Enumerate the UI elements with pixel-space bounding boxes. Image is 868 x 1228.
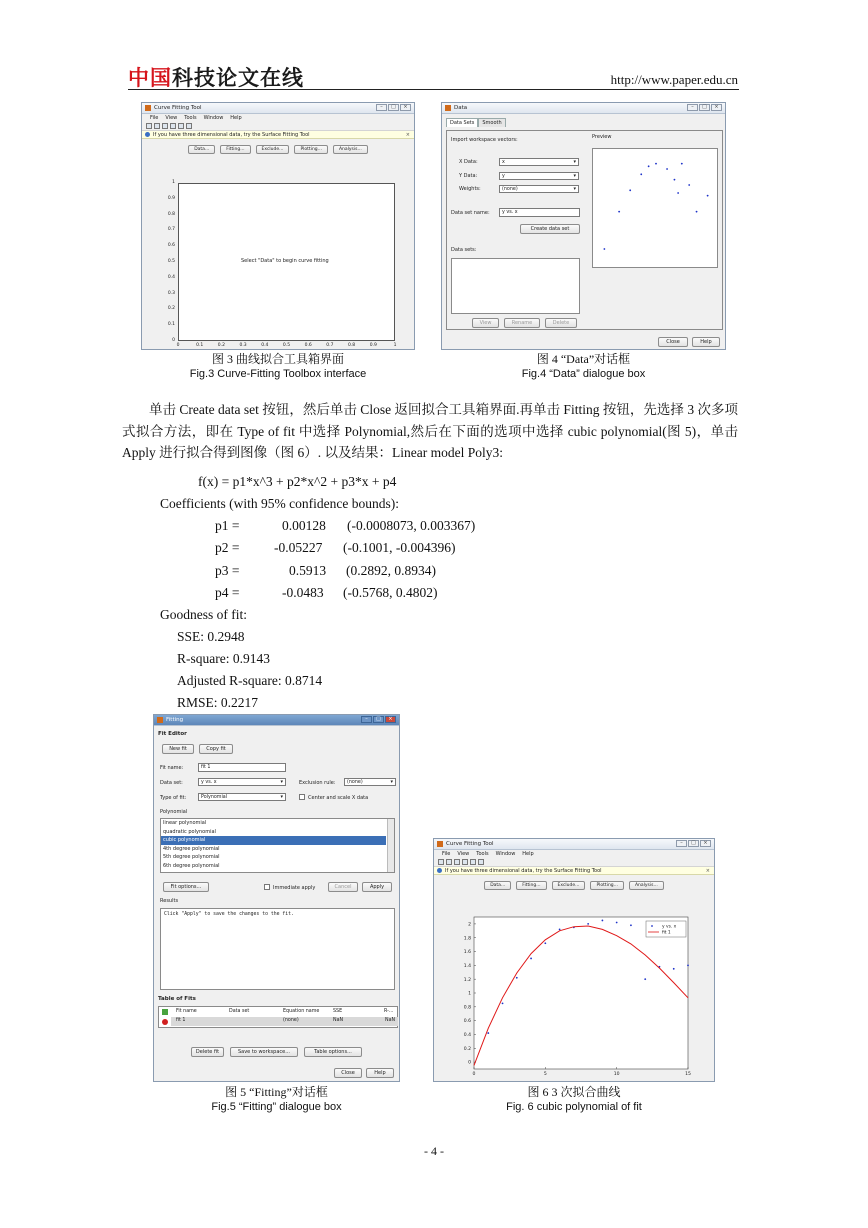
- fitting-button[interactable]: Fitting...: [516, 881, 546, 890]
- journal-logo: [128, 62, 304, 92]
- col-equation-name[interactable]: Equation name: [283, 1009, 320, 1014]
- data-button[interactable]: Data...: [188, 145, 215, 154]
- equation: f(x) = p1*x^3 + p2*x^2 + p3*x + p4: [198, 474, 397, 489]
- ydata-label: Y Data:: [459, 173, 478, 179]
- rename-button[interactable]: Rename: [504, 318, 540, 328]
- help-button[interactable]: Help: [692, 337, 720, 347]
- fig4-caption-zh: 图 4 “Data”对话框: [536, 352, 631, 366]
- dataset-name-input[interactable]: y vs. x: [499, 208, 580, 217]
- col-data-set[interactable]: Data set: [229, 1009, 250, 1014]
- fig5-caption-en: Fig.5 “Fitting” dialogue box: [211, 1101, 342, 1113]
- info-icon: [145, 132, 150, 137]
- info-icon: [437, 868, 442, 873]
- menu-window[interactable]: Window: [495, 851, 516, 857]
- xdata-select[interactable]: x ▾: [499, 158, 579, 166]
- preview-data-point: [629, 189, 631, 191]
- fig3-menubar: [142, 114, 414, 122]
- grid-icon[interactable]: [478, 859, 484, 865]
- menu-file[interactable]: File: [442, 851, 451, 857]
- minimize-icon[interactable]: –: [361, 716, 372, 723]
- fig6-caption-zh: 图 6 3 次拟合曲线: [527, 1085, 621, 1099]
- table-row[interactable]: [171, 1017, 398, 1026]
- sse-line: SSE: 0.2948: [177, 629, 245, 644]
- ytick-label: 1.6: [463, 950, 471, 956]
- row-sse: NaN: [333, 1018, 344, 1023]
- print-icon[interactable]: [438, 859, 444, 865]
- preview-data-point: [618, 211, 620, 213]
- fig4-title: Data: [454, 105, 468, 111]
- coef-p2-name: p2 =: [215, 540, 240, 555]
- save-workspace-button[interactable]: Save to workspace...: [230, 1047, 298, 1057]
- fig5-titlebar: [154, 715, 399, 726]
- type-of-fit-label: Type of fit:: [160, 795, 187, 801]
- close-button[interactable]: Close: [334, 1068, 362, 1078]
- matlab-icon: [437, 841, 443, 847]
- gof-heading: Goodness of fit:: [160, 607, 247, 622]
- fit-name-input[interactable]: fit 1: [198, 763, 286, 772]
- ytick-label: 0: [468, 1060, 471, 1066]
- data-point: [602, 920, 604, 922]
- fits-table[interactable]: [158, 1006, 398, 1028]
- fig6-toolbar: [434, 858, 714, 867]
- poly-option-cubic[interactable]: cubic polynomial: [161, 836, 386, 845]
- fig4-window: [441, 102, 726, 350]
- add-fit-icon[interactable]: [162, 1009, 168, 1015]
- help-button[interactable]: Help: [366, 1068, 394, 1078]
- cancel-button[interactable]: Cancel: [328, 882, 358, 892]
- tab-smooth[interactable]: Smooth: [478, 118, 505, 127]
- ytick-label: 2: [468, 922, 471, 928]
- create-dataset-button[interactable]: Create data set: [520, 224, 580, 234]
- fig3-xtick-label: 0.2: [217, 343, 225, 348]
- close-icon[interactable]: ×: [400, 104, 411, 111]
- fig3-xtick-label: 0: [176, 343, 180, 348]
- fig3-infobar: [142, 131, 414, 139]
- zoom-in-icon[interactable]: [446, 859, 452, 865]
- coef-p3-value: 0.5913: [289, 563, 327, 578]
- ytick-label: 1: [468, 991, 471, 997]
- table-options-button[interactable]: Table options...: [304, 1047, 362, 1057]
- apply-button[interactable]: Apply: [362, 882, 392, 892]
- fig3-ytick-label: 0.1: [167, 322, 175, 328]
- data-point: [559, 929, 561, 931]
- fig3-xtick-label: 0.1: [196, 343, 204, 348]
- polynomial-list[interactable]: [160, 818, 395, 873]
- fig6-window: [433, 838, 715, 1082]
- fig3-ytick-label: 0.9: [167, 195, 175, 201]
- ytick-label: 1.8: [463, 936, 471, 942]
- import-label: Import workspace vectors:: [451, 137, 518, 143]
- maximize-icon[interactable]: □: [688, 840, 699, 847]
- delete-button[interactable]: Delete: [545, 318, 577, 328]
- view-button[interactable]: View: [472, 318, 499, 328]
- fig3-toolbar: [142, 122, 414, 131]
- dataset-name-label: Data set name:: [451, 210, 490, 216]
- fig6-menubar: [434, 850, 714, 858]
- xtick-label: 10: [613, 1072, 620, 1077]
- coef-p4-name: p4 =: [215, 585, 240, 600]
- fig3-ytick-label: 0.8: [167, 211, 175, 217]
- results-label: Results: [160, 898, 179, 904]
- col-fit-name[interactable]: Fit name: [176, 1009, 197, 1014]
- fig3-caption-zh: 图 3 曲线拟合工具箱界面: [211, 352, 344, 366]
- table-of-fits-heading: Table of Fits: [158, 996, 196, 1002]
- preview-data-point: [648, 165, 650, 167]
- menu-file[interactable]: File: [150, 115, 159, 121]
- menu-window[interactable]: Window: [203, 115, 224, 121]
- menu-view[interactable]: View: [165, 115, 178, 121]
- close-icon[interactable]: ×: [700, 840, 711, 847]
- ytick-label: 1.2: [463, 977, 471, 983]
- preview-data-point: [681, 163, 683, 165]
- matlab-icon: [145, 105, 151, 111]
- fig3-xtick-label: 0.4: [261, 343, 269, 348]
- preview-data-point: [707, 195, 709, 197]
- data-point: [673, 968, 675, 970]
- fig3-xtick-label: 0.5: [282, 343, 291, 348]
- data-point: [644, 978, 646, 980]
- plotting-button[interactable]: Plotting...: [590, 881, 624, 890]
- coef-p2-value: -0.05227: [274, 540, 323, 555]
- fig3-button-row: [142, 145, 414, 154]
- weights-label: Weights:: [459, 186, 481, 192]
- menu-help[interactable]: Help: [230, 115, 242, 121]
- preview-data-point: [696, 211, 698, 213]
- close-icon[interactable]: ×: [385, 716, 396, 723]
- analysis-button[interactable]: Analysis...: [629, 881, 664, 890]
- fig3-info-text[interactable]: If you have three dimensional data, try the Surface Fitting Tool: [153, 131, 310, 138]
- preview-plot: [592, 148, 718, 268]
- close-button[interactable]: Close: [658, 337, 688, 347]
- maximize-icon[interactable]: □: [699, 104, 710, 111]
- exclusion-select[interactable]: (none) ▾: [344, 778, 396, 786]
- xdata-label: X Data:: [459, 159, 478, 165]
- datasets-list[interactable]: [451, 258, 580, 314]
- ytick-label: 0.2: [463, 1046, 471, 1052]
- fig6-title: Curve Fitting Tool: [446, 841, 494, 847]
- ytick-label: 0.4: [463, 1033, 471, 1039]
- legend-icon[interactable]: [178, 123, 184, 129]
- close-icon[interactable]: ×: [711, 104, 722, 111]
- immediate-apply-checkbox[interactable]: [264, 884, 270, 890]
- exclude-button[interactable]: Exclude...: [552, 881, 586, 890]
- preview-data-point: [655, 163, 657, 165]
- menu-view[interactable]: View: [457, 851, 470, 857]
- weights-select[interactable]: (none) ▾: [499, 185, 579, 193]
- row-equation: (none): [283, 1018, 299, 1023]
- results-text: Click "Apply" to save the changes to the fit.: [164, 912, 294, 917]
- fig5-window: [153, 714, 400, 1082]
- ydata-select[interactable]: y ▾: [499, 172, 579, 180]
- pan-icon[interactable]: [170, 123, 176, 129]
- poly-option-5th[interactable]: 5th degree polynomial: [163, 854, 220, 860]
- fig3-window: [141, 102, 415, 350]
- fig3-xtick-label: 0.7: [326, 343, 334, 348]
- preview-data-point: [603, 248, 605, 250]
- exclusion-label: Exclusion rule:: [299, 780, 336, 786]
- poly-option-4th[interactable]: 4th degree polynomial: [163, 845, 220, 852]
- pan-icon[interactable]: [462, 859, 468, 865]
- rsquare-line: R-square: 0.9143: [177, 651, 270, 666]
- coef-p2-bounds: (-0.1001, -0.004396): [343, 540, 456, 555]
- data-button[interactable]: Data...: [484, 881, 511, 890]
- fig3-xtick-label: 0.6: [304, 343, 312, 348]
- body-paragraph-text: 单击 Create data set 按钮，然后单击 Close 返回拟合工具箱界面.再单击 Fitting 按钮，先选择 3 次多项式拟合方法，即在 Type of fit 中选择 Polynomial,然后在下面的选项中选择 cubic polynomial(图 5)，单击 Apply 进行拟合得到图像（图 6）. 以及结果：Linear model Poly3:: [122, 402, 738, 460]
- xtick-label: 0: [472, 1072, 476, 1077]
- preview-data-point: [674, 179, 676, 181]
- preview-data-point: [688, 184, 690, 186]
- header-url[interactable]: http://www.paper.edu.cn: [610, 72, 738, 87]
- fig3-xtick-label: 0.8: [348, 343, 356, 348]
- fig3-ytick-label: 0.6: [167, 243, 175, 249]
- legend-label: y vs. x: [662, 924, 677, 930]
- zoom-in-icon[interactable]: [154, 123, 160, 129]
- infobar-close-icon[interactable]: ×: [705, 867, 710, 874]
- logo-red-text: 中国: [128, 66, 172, 90]
- plot-frame: [474, 917, 688, 1069]
- coef-p3-bounds: (0.2892, 0.8934): [346, 563, 436, 578]
- list-scrollbar[interactable]: [387, 819, 394, 873]
- zoom-out-icon[interactable]: [162, 123, 168, 129]
- fig5-title: Fitting: [166, 717, 184, 723]
- legend-icon[interactable]: [470, 859, 476, 865]
- exclude-button[interactable]: Exclude...: [256, 145, 290, 154]
- preview-label: Preview: [592, 134, 612, 140]
- fit-editor-heading: Fit Editor: [158, 731, 187, 737]
- fig6-caption-en: Fig. 6 cubic polynomial of fit: [506, 1101, 642, 1113]
- data-point: [587, 923, 589, 925]
- maximize-icon[interactable]: □: [388, 104, 399, 111]
- minimize-icon[interactable]: –: [687, 104, 698, 111]
- minimize-icon[interactable]: –: [376, 104, 387, 111]
- coef-p4-bounds: (-0.5768, 0.4802): [343, 585, 438, 600]
- fig3-ytick-label: 0.2: [167, 306, 175, 312]
- data-point: [516, 977, 518, 979]
- plotting-button[interactable]: Plotting...: [294, 145, 328, 154]
- data-point: [530, 958, 532, 960]
- preview-scatter: [593, 149, 719, 269]
- datasets-label: Data sets:: [451, 247, 477, 253]
- fig6-titlebar: [434, 839, 714, 850]
- poly-option-quadratic[interactable]: quadratic polynomial: [163, 828, 216, 835]
- fig3-xtick-label: 1: [393, 343, 397, 348]
- coef-p1-bounds: (-0.0008073, 0.003367): [347, 518, 476, 533]
- fig5-caption-zh: 图 5 “Fitting”对话框: [225, 1085, 328, 1099]
- preview-data-point: [666, 168, 668, 170]
- new-fit-button[interactable]: New fit: [162, 744, 194, 754]
- menu-tools[interactable]: Tools: [476, 851, 489, 857]
- coef-p1-name: p1 =: [215, 518, 240, 533]
- fig3-xtick-label: 0.9: [369, 343, 377, 348]
- poly-option-linear[interactable]: linear polynomial: [163, 820, 207, 826]
- delete-fit-button[interactable]: Delete fit: [191, 1047, 224, 1057]
- col-rsquare[interactable]: R-...: [384, 1009, 394, 1014]
- fit-options-button[interactable]: Fit options...: [163, 882, 209, 892]
- page-number: - 4 -: [424, 1144, 444, 1158]
- legend-marker: [651, 925, 653, 927]
- matlab-icon: [157, 717, 163, 723]
- fig3-plot-area[interactable]: [178, 183, 395, 341]
- ytick-label: 1.4: [463, 963, 471, 969]
- data-point: [502, 1002, 504, 1004]
- data-point: [630, 924, 632, 926]
- row-rsquare: NaN: [385, 1018, 396, 1023]
- data-point: [687, 964, 689, 966]
- fig3-ytick-label: 0: [172, 338, 175, 343]
- fig3-ytick-label: 1: [172, 180, 175, 185]
- dataset-label: Data set:: [160, 780, 183, 786]
- fit-chart[interactable]: [434, 911, 715, 1081]
- legend-label: fit 1: [662, 930, 671, 936]
- fig3-ytick-label: 0.4: [167, 274, 175, 280]
- data-point: [616, 922, 618, 924]
- center-scale-checkbox[interactable]: [299, 794, 305, 800]
- polynomial-label: Polynomial: [160, 809, 188, 815]
- coefficients-heading: Coefficients (with 95% confidence bounds):: [160, 496, 399, 511]
- fig3-xtick-label: 0.3: [239, 343, 247, 348]
- immediate-apply-label: Immediate apply: [273, 885, 316, 891]
- ytick-label: 0.8: [463, 1005, 471, 1011]
- fig4-caption-en: Fig.4 “Data” dialogue box: [521, 368, 646, 380]
- type-of-fit-select[interactable]: Polynomial ▾: [198, 793, 286, 801]
- row-fit-name: fit 1: [176, 1018, 186, 1023]
- logo-black-text: 科技论文在线: [172, 66, 304, 90]
- zoom-out-icon[interactable]: [454, 859, 460, 865]
- analysis-button[interactable]: Analysis...: [333, 145, 368, 154]
- fig3-plot-message: Select "Data" to begin curve fitting: [241, 258, 329, 264]
- fit-status-icon: [162, 1019, 168, 1025]
- maximize-icon[interactable]: □: [373, 716, 384, 723]
- data-point: [544, 942, 546, 944]
- minimize-icon[interactable]: –: [676, 840, 687, 847]
- fig3-ytick-label: 0.7: [167, 227, 175, 233]
- fig3-ytick-label: 0.3: [167, 290, 175, 296]
- fig6-info-text[interactable]: If you have three dimensional data, try the Surface Fitting Tool: [445, 867, 602, 874]
- xtick-label: 5: [543, 1072, 547, 1077]
- fig3-titlebar: [142, 103, 414, 114]
- fig6-infobar: [434, 867, 714, 875]
- print-icon[interactable]: [146, 123, 152, 129]
- fig4-titlebar: [442, 103, 725, 114]
- fig3-title: Curve Fitting Tool: [154, 105, 202, 111]
- menu-help[interactable]: Help: [522, 851, 534, 857]
- grid-icon[interactable]: [186, 123, 192, 129]
- fig3-ytick-label: 0.5: [167, 259, 175, 264]
- xtick-label: 15: [685, 1072, 691, 1077]
- infobar-close-icon[interactable]: ×: [405, 131, 410, 138]
- copy-fit-button[interactable]: Copy fit: [199, 744, 233, 754]
- rmse-line: RMSE: 0.2217: [177, 695, 259, 710]
- preview-data-point: [640, 173, 642, 175]
- fig3-caption-en: Fig.3 Curve-Fitting Toolbox interface: [189, 368, 367, 380]
- adj-rsquare-line: Adjusted R-square: 0.8714: [177, 673, 323, 688]
- data-point: [487, 1032, 489, 1034]
- col-sse[interactable]: SSE: [333, 1009, 343, 1014]
- header-rule: [128, 89, 739, 90]
- body-paragraph: [122, 399, 738, 464]
- matlab-icon: [445, 105, 451, 111]
- coef-p1-value: 0.00128: [282, 518, 326, 533]
- coef-p3-name: p3 =: [215, 563, 240, 578]
- poly-option-6th[interactable]: 6th degree polynomial: [163, 862, 220, 869]
- ytick-label: 0.6: [463, 1019, 471, 1025]
- fit-name-label: Fit name:: [160, 765, 184, 771]
- fitting-button[interactable]: Fitting...: [220, 145, 250, 154]
- tab-data-sets[interactable]: Data Sets: [446, 118, 478, 127]
- preview-data-point: [677, 192, 679, 194]
- results-box[interactable]: [160, 908, 395, 990]
- coef-p4-value: -0.0483: [282, 585, 324, 600]
- fig6-button-row: [434, 881, 714, 890]
- center-scale-label: Center and scale X data: [308, 795, 369, 801]
- fig4-tabs: [446, 118, 725, 127]
- menu-tools[interactable]: Tools: [184, 115, 197, 121]
- dataset-select[interactable]: y vs. x ▾: [198, 778, 286, 786]
